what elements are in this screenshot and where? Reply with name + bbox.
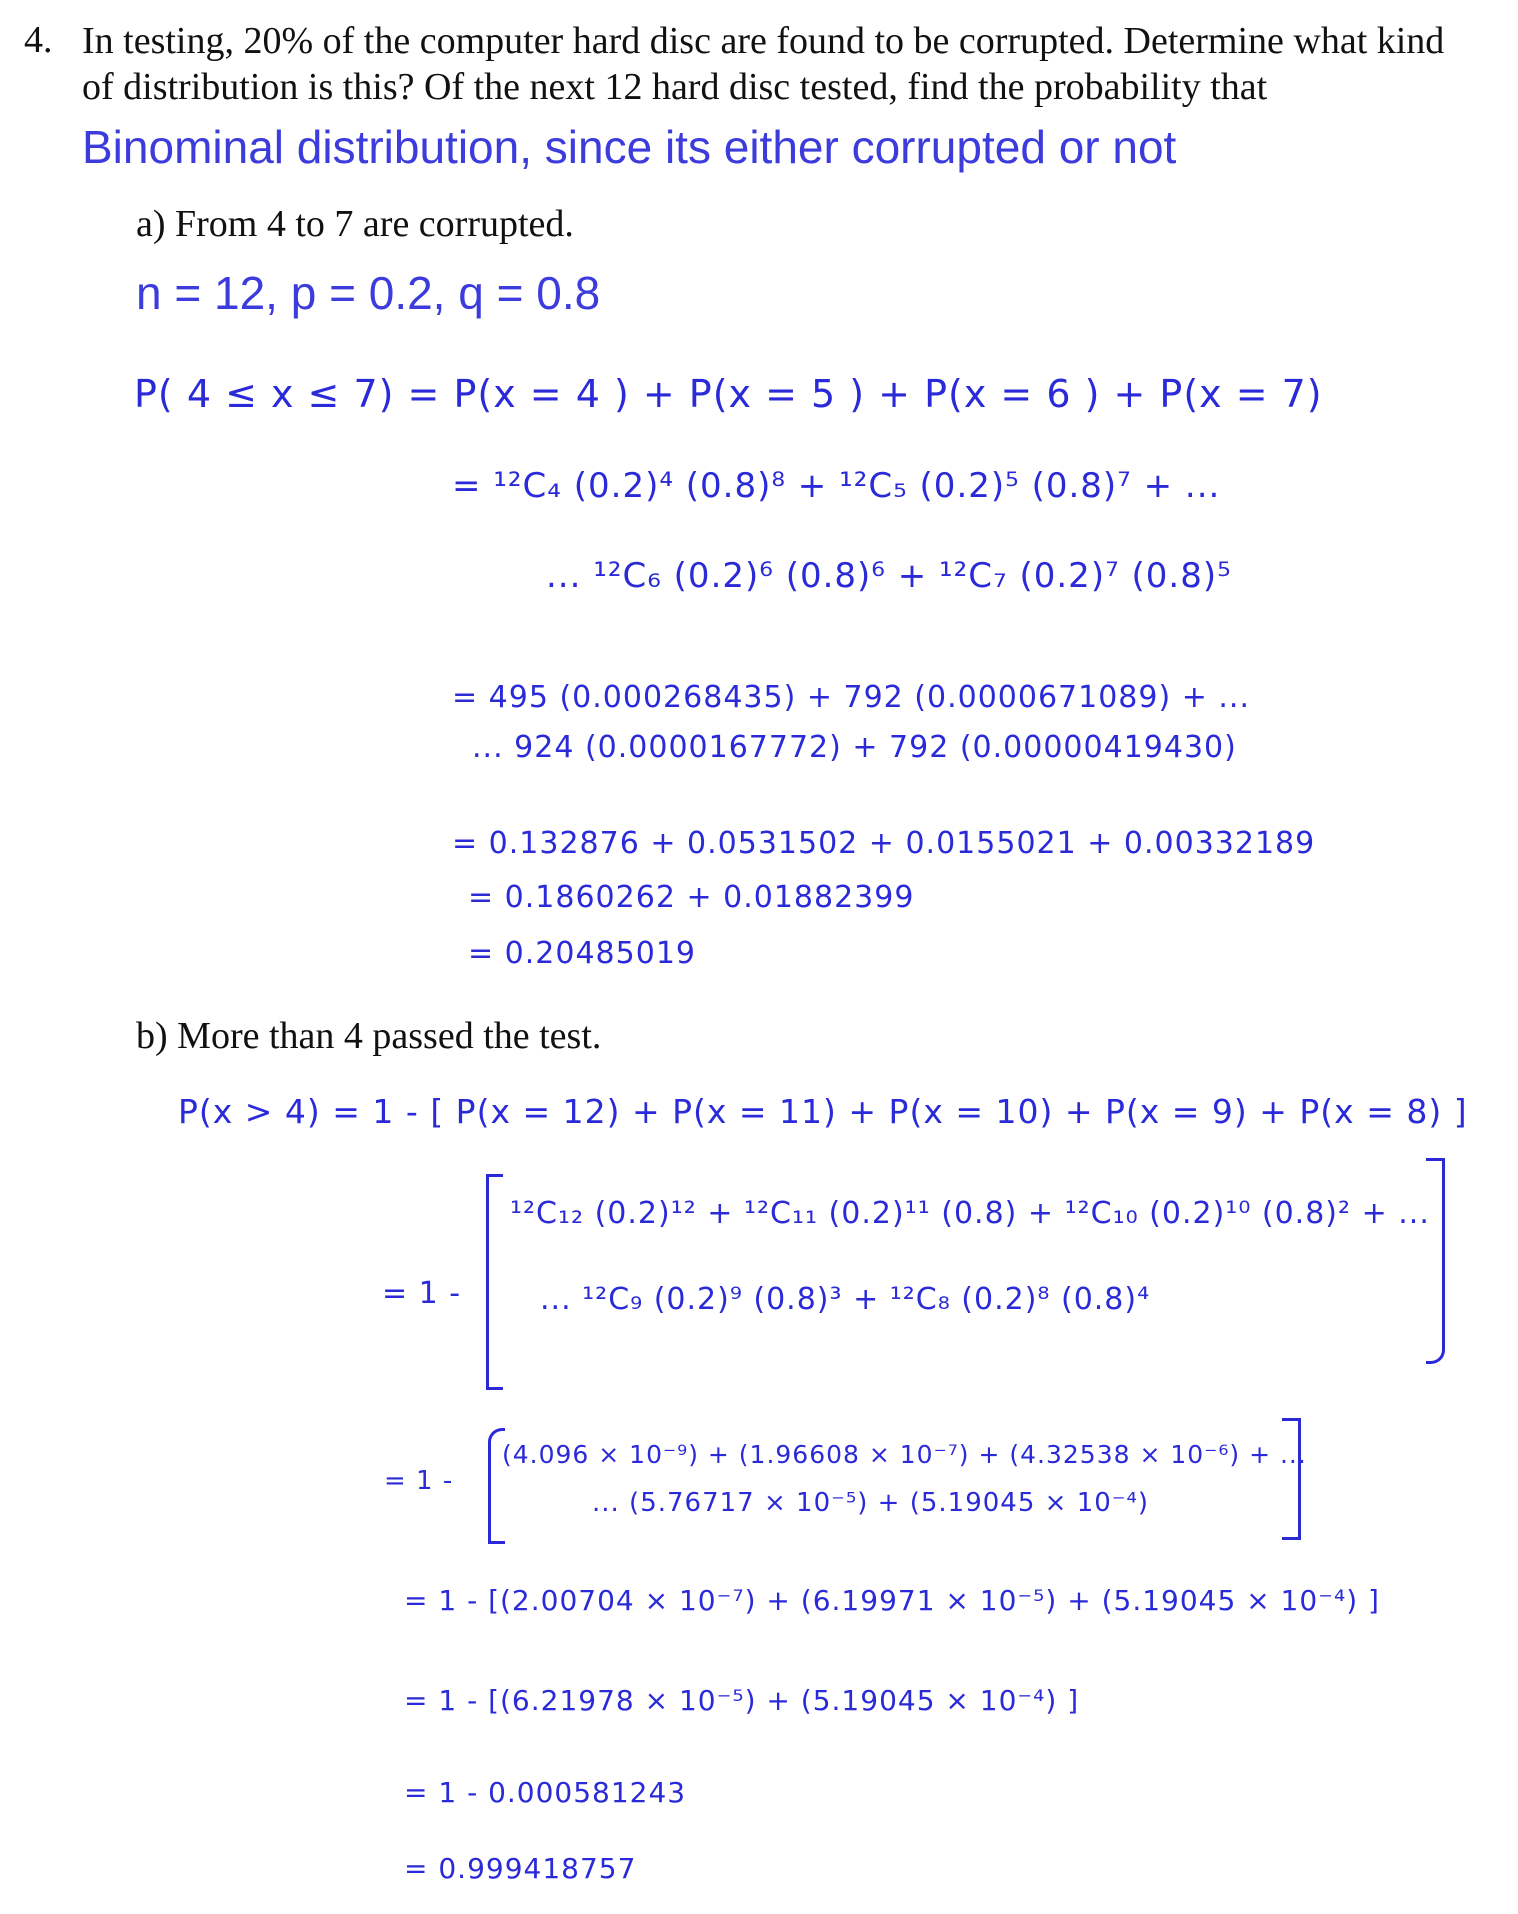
distribution-answer: Binominal distribution, since its either corrupted or not — [82, 121, 1177, 173]
close-bracket-1 — [1426, 1158, 1445, 1364]
part-a-line-2: = ¹²C₄ (0.2)⁴ (0.8)⁸ + ¹²C₅ (0.2)⁵ (0.8)⁷ + ... — [452, 466, 1221, 506]
part-a-line-1: P( 4 ≤ x ≤ 7) = P(x = 4 ) + P(x = 5 ) + P(x = 6 ) + P(x = 7) — [134, 372, 1323, 416]
part-b-line-8: = 1 - [(2.00704 × 10⁻⁷) + (6.19971 × 10⁻⁵) + (5.19045 × 10⁻⁴) ] — [404, 1584, 1380, 1617]
question-line-1: In testing, 20% of the computer hard disc are found to be corrupted. Determine what kind — [82, 20, 1445, 62]
part-b-label: b) More than 4 passed the test. — [136, 1015, 602, 1057]
part-a-label: a) From 4 to 7 are corrupted. — [136, 203, 574, 245]
part-a-line-7: = 0.1860262 + 0.01882399 — [468, 880, 915, 915]
part-b-line-6: = 1 - — [384, 1466, 454, 1496]
part-a-line-4: = 495 (0.000268435) + 792 (0.0000671089) + ... — [452, 680, 1251, 715]
part-b-line-5: (4.096 × 10⁻⁹) + (1.96608 × 10⁻⁷) + (4.32538 × 10⁻⁶) + ... — [502, 1440, 1307, 1469]
question-number: 4. — [24, 19, 53, 61]
part-a-line-8: = 0.20485019 — [468, 936, 696, 971]
open-bracket-1 — [486, 1174, 503, 1390]
question-line-2: of distribution is this? Of the next 12 hard disc tested, find the probability that — [82, 66, 1268, 108]
part-b-line-10: = 1 - 0.000581243 — [404, 1776, 687, 1809]
part-b-line-1: P(x > 4) = 1 - [ P(x = 12) + P(x = 11) + P(x = 10) + P(x = 9) + P(x = 8) ] — [178, 1092, 1468, 1131]
close-bracket-2 — [1282, 1418, 1301, 1540]
part-a-line-6: = 0.132876 + 0.0531502 + 0.0155021 + 0.00332189 — [452, 826, 1316, 861]
question-text — [82, 18, 1444, 110]
part-a-line-5: ... 924 (0.0000167772) + 792 (0.00000419430) — [472, 730, 1237, 765]
part-b-line-11: = 0.999418757 — [404, 1852, 637, 1885]
part-b-line-4: ... ¹²C₉ (0.2)⁹ (0.8)³ + ¹²C₈ (0.2)⁸ (0.8)⁴ — [540, 1282, 1151, 1317]
part-b-line-3: = 1 - — [382, 1276, 462, 1311]
part-b-line-9: = 1 - [(6.21978 × 10⁻⁵) + (5.19045 × 10⁻⁴) ] — [404, 1684, 1080, 1717]
part-b-line-2: ¹²C₁₂ (0.2)¹² + ¹²C₁₁ (0.2)¹¹ (0.8) + ¹²C₁₀ (0.2)¹⁰ (0.8)² + ... — [510, 1196, 1430, 1231]
part-a-line-3: ... ¹²C₆ (0.2)⁶ (0.8)⁶ + ¹²C₇ (0.2)⁷ (0.8)⁵ — [546, 556, 1232, 596]
part-b-line-7: ... (5.76717 × 10⁻⁵) + (5.19045 × 10⁻⁴) — [592, 1488, 1150, 1518]
part-a-params: n = 12, p = 0.2, q = 0.8 — [136, 267, 601, 319]
